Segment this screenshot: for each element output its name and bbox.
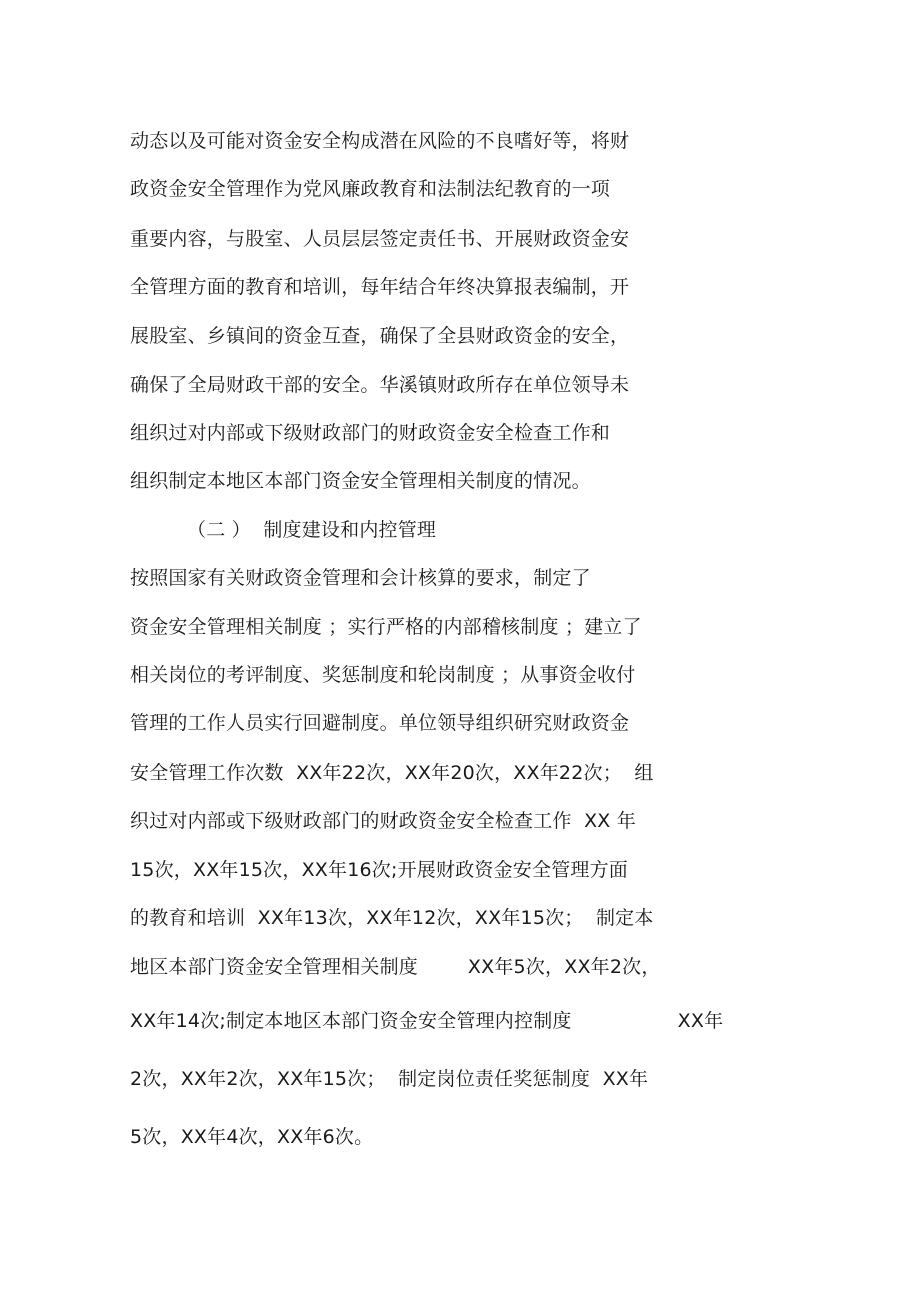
paragraph2-line-5: 安全管理工作次数 XX年22次，XX年20次，XX年22次； 组 <box>130 762 654 784</box>
paragraph2-line-12: 5次，XX年4次，XX年6次。 <box>130 1126 374 1148</box>
paragraph1-line-5: 展股室、乡镇间的资金互查，确保了全县财政资金的安全， <box>130 325 630 347</box>
paragraph1-line-8: 组织制定本地区本部门资金安全管理相关制度的情况。 <box>130 470 591 492</box>
paragraph2-line-11: 2次，XX年2次，XX年15次； 制定岗位责任奖惩制度 XX年 <box>130 1068 649 1090</box>
paragraph1-line-1: 动态以及可能对资金安全构成潜在风险的不良嗜好等，将财 <box>130 130 630 152</box>
paragraph1-line-3: 重要内容，与股室、人员层层签定责任书、开展财政资金安 <box>130 228 630 250</box>
paragraph1-line-7: 组织过对内部或下级财政部门的财政资金安全检查工作和 <box>130 422 611 444</box>
section-heading: （二 ） 制度建设和内控管理 <box>187 519 437 541</box>
paragraph1-line-6: 确保了全局财政干部的安全。华溪镇财政所存在单位领导未 <box>130 374 630 396</box>
paragraph2-line-9: 地区本部门资金安全管理相关制度 XX年5次，XX年2次， <box>130 956 661 978</box>
paragraph2-line-4: 管理的工作人员实行回避制度。单位领导组织研究财政资金 <box>130 712 630 734</box>
paragraph2-line-6: 织过对内部或下级财政部门的财政资金安全检查工作 XX 年 <box>130 810 636 832</box>
paragraph2-line-1: 按照国家有关财政资金管理和会计核算的要求，制定了 <box>130 567 591 589</box>
paragraph2-line-7: 15次，XX年15次，XX年16次;开展财政资金安全管理方面 <box>130 859 628 881</box>
paragraph2-line-2: 资金安全管理相关制度 ；实行严格的内部稽核制度 ；建立了 <box>130 616 642 638</box>
paragraph2-line-3: 相关岗位的考评制度、奖惩制度和轮岗制度 ；从事资金收付 <box>130 664 636 686</box>
paragraph1-line-2: 政资金安全管理作为党风廉政教育和法制法纪教育的一项 <box>130 178 611 200</box>
paragraph2-line-10: XX年14次;制定本地区本部门资金安全管理内控制度 XX年 <box>130 1010 724 1032</box>
paragraph1-line-4: 全管理方面的教育和培训，每年结合年终决算报表编制，开 <box>130 276 630 298</box>
paragraph2-line-8: 的教育和培训 XX年13次，XX年12次，XX年15次； 制定本 <box>130 907 654 929</box>
